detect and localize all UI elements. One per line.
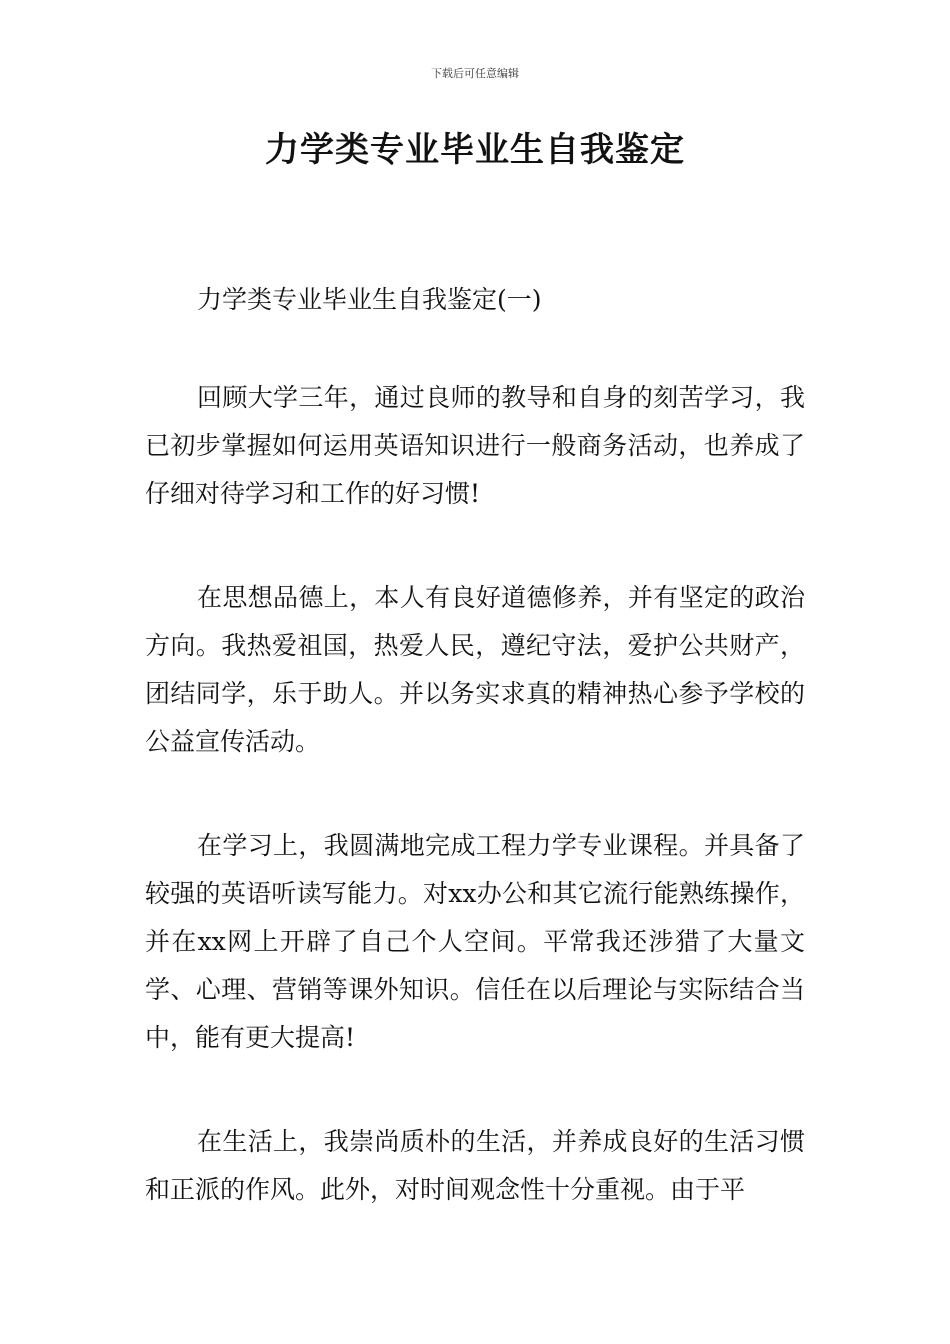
paragraph-life: 在生活上，我崇尚质朴的生活，并养成良好的生活习惯和正派的作风。此外，对时间观念性十分重视。由于平	[145, 1127, 805, 1204]
paragraph-study: 在学习上，我圆满地完成工程力学专业课程。并具备了较强的英语听读写能力。对xx办公和其它流行能熟练操作，并在xx网上开辟了自己个人空间。平常我还涉猎了大量文学、心理、营销等课外知识。信任在以后理论与实际结合当中，能有更大提高!	[145, 831, 805, 1052]
section-subtitle: 力学类专业毕业生自我鉴定(一)	[197, 285, 542, 314]
header-note: 下载后可任意编辑	[431, 67, 519, 80]
document-title: 力学类专业毕业生自我鉴定	[265, 130, 685, 170]
paragraph-review: 回顾大学三年，通过良师的教导和自身的刻苦学习，我已初步掌握如何运用英语知识进行一般商务活动，也养成了仔细对待学习和工作的好习惯!	[145, 383, 805, 508]
paragraph-morality: 在思想品德上，本人有良好道德修养，并有坚定的政治方向。我热爱祖国，热爱人民，遵纪守法，爱护公共财产，团结同学，乐于助人。并以务实求真的精神热心参予学校的公益宣传活动。	[145, 583, 805, 756]
